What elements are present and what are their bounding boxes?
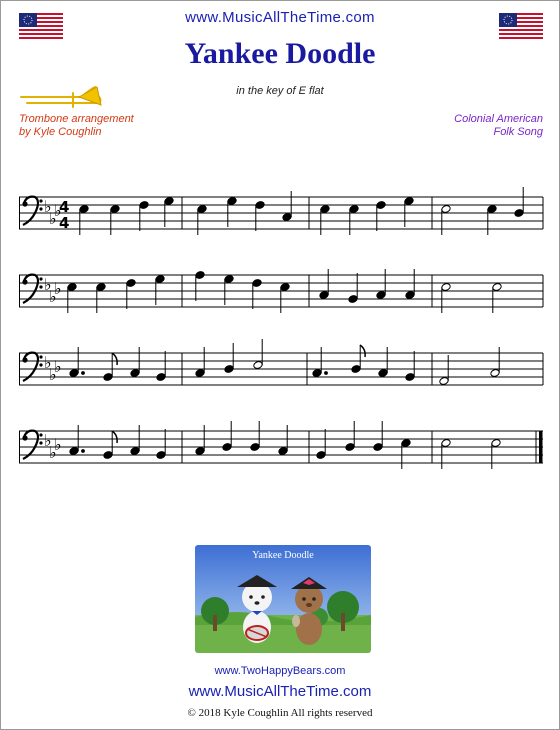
svg-text:4: 4 [59,198,70,216]
svg-text:♭: ♭ [54,201,62,220]
svg-text:♭: ♭ [49,365,57,384]
illustration-caption: Yankee Doodle [252,550,314,561]
svg-text:♭: ♭ [54,435,62,454]
two-happy-bears-illustration[interactable] [195,545,371,653]
svg-text:♭: ♭ [44,197,52,216]
svg-text:♭: ♭ [49,209,57,228]
genre-line-2: Folk Song [493,126,543,138]
genre-line-1: Colonial American [454,113,543,125]
trombone-icon [19,85,103,111]
staff-system-3 [19,343,544,403]
staff-system-2 [19,265,544,325]
footer-site-url-link[interactable]: www.MusicAllTheTime.com [188,683,372,700]
svg-text:♭: ♭ [44,353,52,372]
two-happy-bears-link[interactable]: www.TwoHappyBears.com [214,665,346,677]
site-url-link[interactable]: www.MusicAllTheTime.com [185,9,375,26]
arrangement-label: Trombone arrangement [19,113,134,125]
bears-scene-icon [195,545,371,653]
svg-text:♭: ♭ [54,357,62,376]
key-note: in the key of E flat [236,85,324,97]
arranger-name: by Kyle Coughlin [19,126,102,138]
song-title: Yankee Doodle [184,37,376,70]
svg-text:♭: ♭ [44,431,52,450]
genre-credit [454,113,543,139]
arrangement-credit [19,113,134,139]
svg-text:♭: ♭ [44,275,52,294]
copyright-notice: © 2018 Kyle Coughlin All rights reserved [187,707,373,719]
svg-text:♭: ♭ [54,279,62,298]
svg-text:♭: ♭ [49,443,57,462]
svg-text:♭: ♭ [49,287,57,306]
staff-system-4 [19,421,544,481]
svg-text:4: 4 [59,214,70,232]
staff-system-1 [19,187,544,247]
